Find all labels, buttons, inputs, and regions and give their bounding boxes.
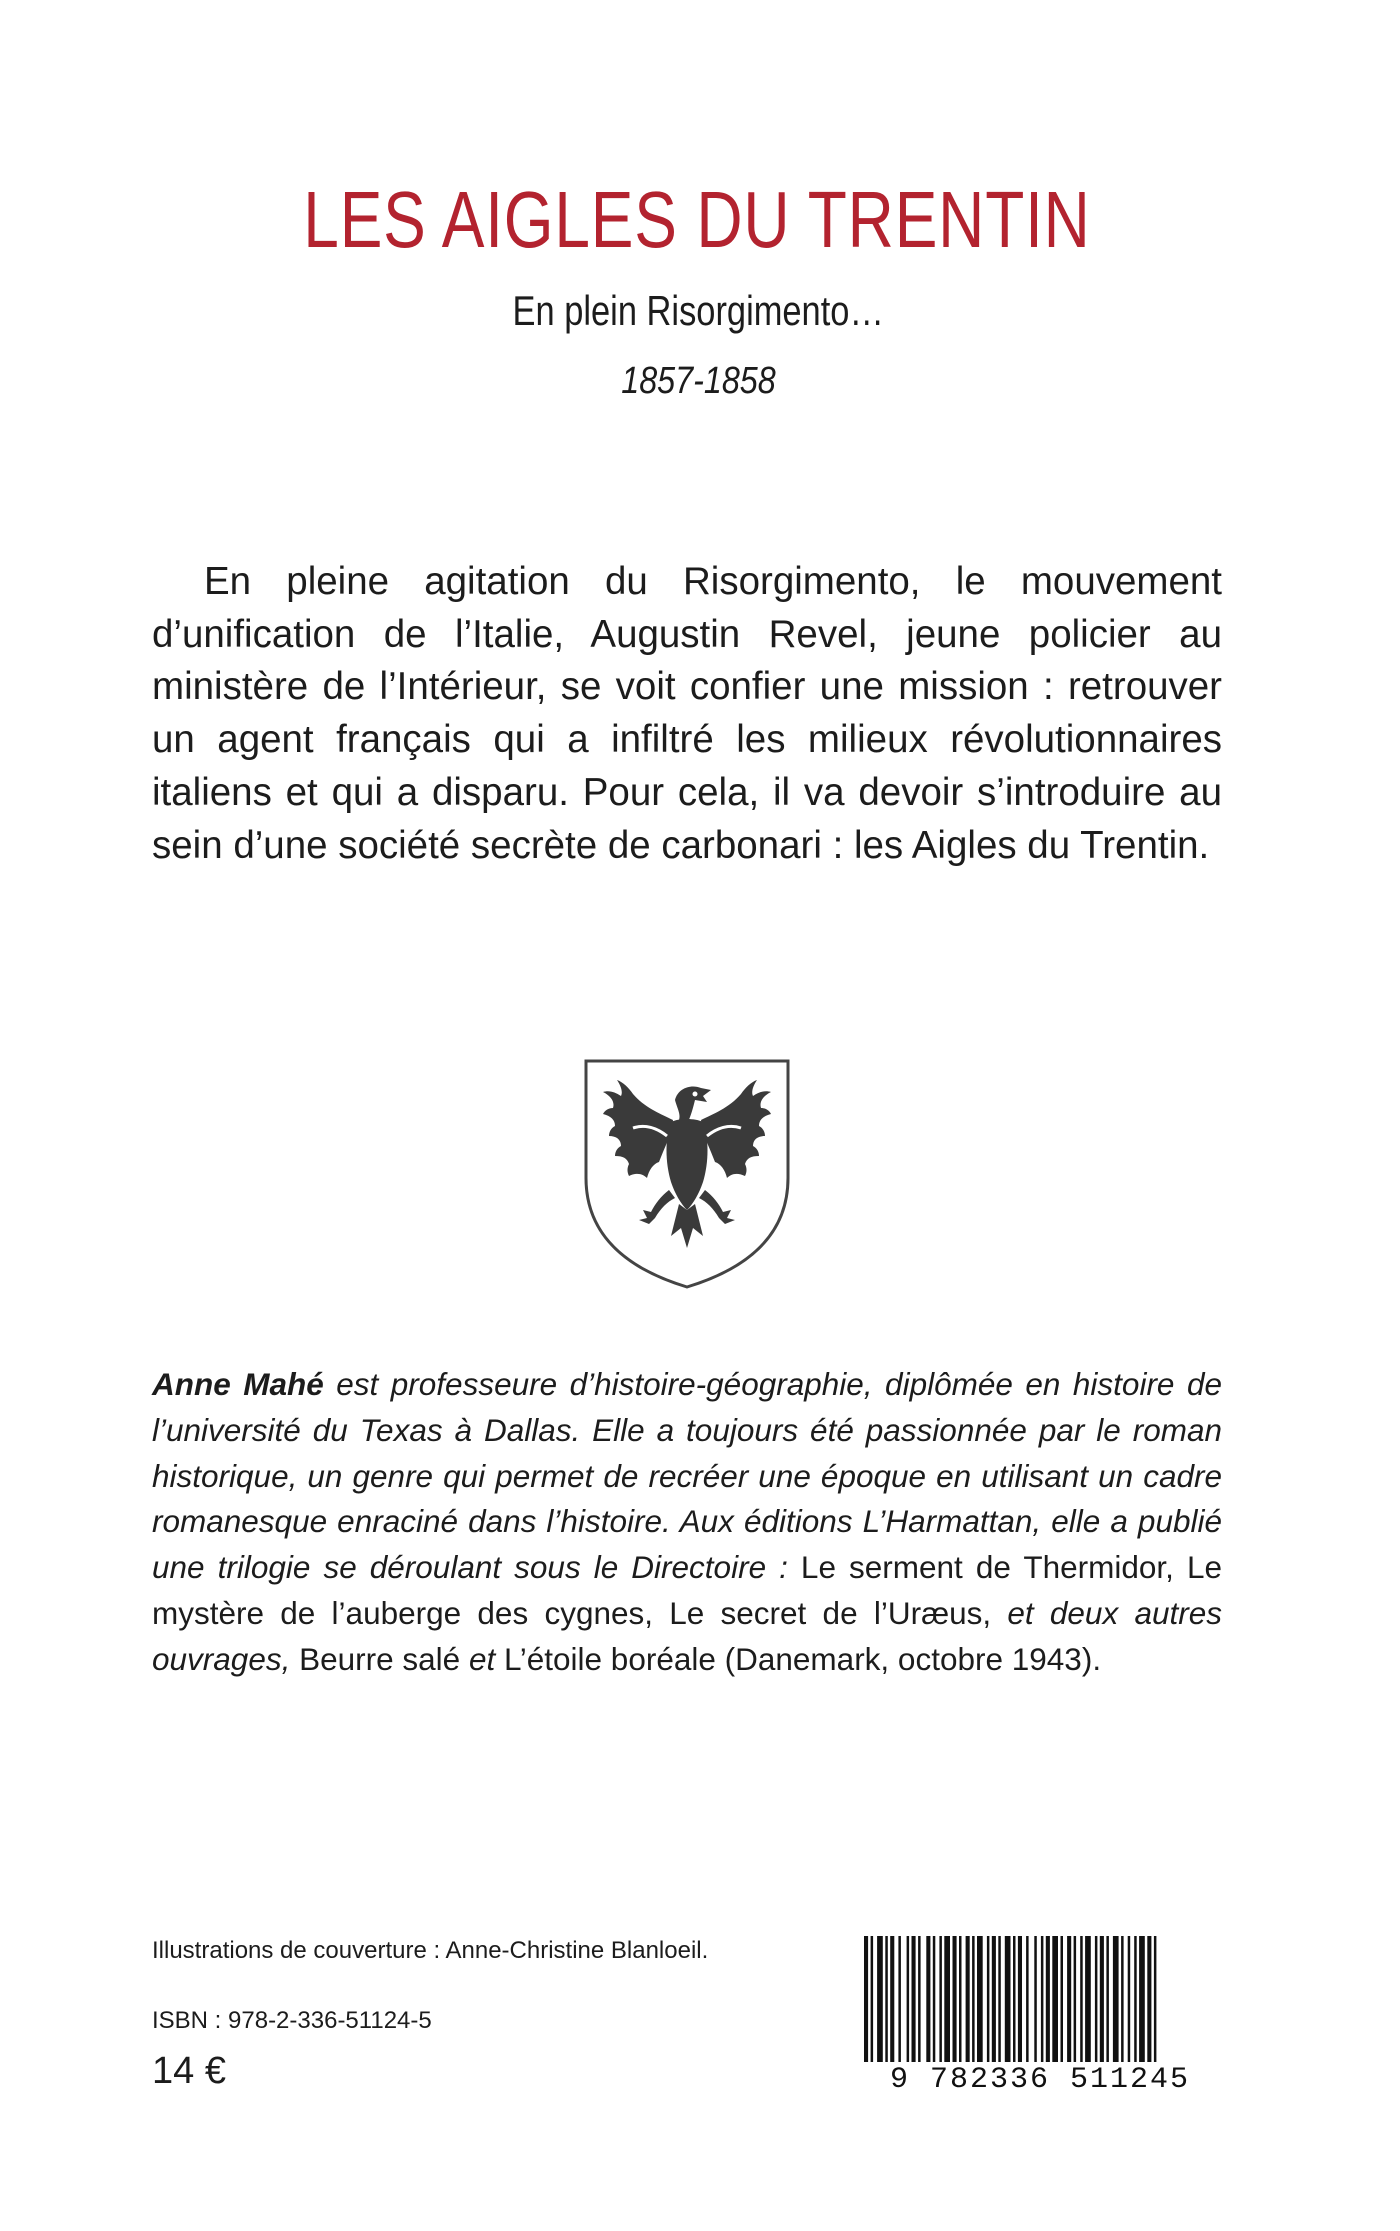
author-biography bbox=[152, 1362, 1222, 1683]
author-name: Anne Mahé bbox=[152, 1366, 324, 1402]
book-subtitle: En plein Risorgimento… bbox=[512, 287, 884, 334]
isbn-number: ISBN : 978-2-336-51124-5 bbox=[152, 2007, 432, 2034]
bio-part-2: et deux autres ouvrages, bbox=[152, 1594, 1222, 1677]
bio-work-beurre-sale: Beurre salé bbox=[290, 1640, 461, 1677]
bio-works-trilogy: Le serment de Thermidor, Le mystère de l’auberge des cygnes, Le secret de l’Uræus, bbox=[152, 1549, 1222, 1631]
bio-part-1: est professeure d’histoire-géographie, diplômée en histoire de l’université du Texas à Dallas. Elle a toujours été passionnée par le roman historique, un genre qui permet de recréer une époque en utilisant un cadre romanesque enraciné dans l’histoire. Aux éditions L’Harmattan, elle a publié une trilogie se déroulant sous le Directoire : bbox=[152, 1366, 1222, 1586]
book-title: LES AIGLES DU TRENTIN bbox=[303, 175, 1091, 264]
bio-work-etoile-boreale: L’étoile boréale (Danemark, octobre 1943). bbox=[495, 1640, 1102, 1677]
book-price: 14 € bbox=[152, 2050, 226, 2092]
blurb-paragraph: En pleine agitation du Risorgimento, le mouvement d’unification de l’Italie, Augustin Revel, jeune policier au ministère de l’Intérieur, se voit confier une mission : retrouver un agent français qui a infiltré les milieux révolutionnaires italiens et qui a disparu. Pour cela, il va devoir s’introduire au sein d’une société secrète de carbonari : les Aigles du Trentin. bbox=[152, 560, 1222, 867]
eagle-coat-of-arms-icon bbox=[583, 1058, 791, 1290]
cover-credits: Illustrations de couverture : Anne-Christine Blanloeil. bbox=[152, 1937, 709, 1964]
book-years: 1857-1858 bbox=[621, 360, 776, 402]
bio-part-3: et bbox=[460, 1640, 496, 1677]
barcode-digits: 9 782336 511245 bbox=[860, 2062, 1220, 2098]
